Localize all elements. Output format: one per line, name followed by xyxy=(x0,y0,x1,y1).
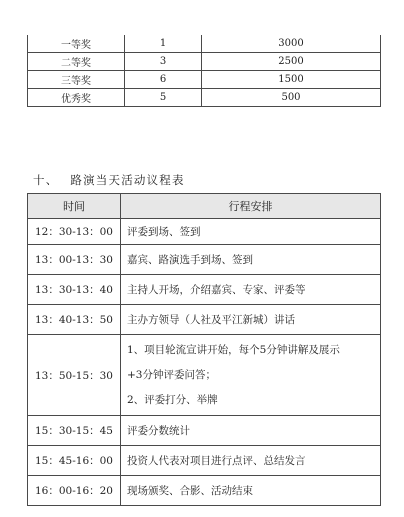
award-level: 优秀奖 xyxy=(28,89,125,107)
award-amount: 3000 xyxy=(202,35,381,53)
schedule-item-line: 1、项目轮流宣讲开始，每个5分钟讲解及展示 xyxy=(127,343,340,356)
schedule-item-line: 2、评委打分、举牌 xyxy=(127,393,218,406)
table-row xyxy=(28,476,381,506)
schedule-item: 主办方领导（人社及平江新城）讲话 xyxy=(121,305,381,335)
table-row xyxy=(28,219,381,245)
schedule-time: 13：00-13：30 xyxy=(28,245,121,275)
award-amount: 500 xyxy=(202,89,381,107)
schedule-item: 投资人代表对项目进行点评、总结发言 xyxy=(121,446,381,476)
schedule-item: 主持人开场，介绍嘉宾、专家、评委等 xyxy=(121,275,381,305)
table-row xyxy=(28,335,381,416)
award-level: 三等奖 xyxy=(28,71,125,89)
schedule-item: 现场颁奖、合影、活动结束 xyxy=(121,476,381,506)
schedule-time: 15：45-16：00 xyxy=(28,446,121,476)
schedule-time: 12：30-13：00 xyxy=(28,219,121,245)
award-level: 二等奖 xyxy=(28,53,125,71)
award-level: 一等奖 xyxy=(28,35,125,53)
award-count: 3 xyxy=(125,53,202,71)
award-count: 1 xyxy=(125,35,202,53)
schedule-time: 13：50-15：30 xyxy=(28,335,121,416)
table-row xyxy=(28,71,381,89)
schedule-item-line: +3分钟评委问答； xyxy=(127,368,216,381)
awards-table xyxy=(27,35,381,107)
section-title: 路演当天活动议程表 xyxy=(70,173,185,187)
schedule-item: 评委到场、签到 xyxy=(121,219,381,245)
section-number: 十、 xyxy=(33,173,59,187)
table-row xyxy=(28,245,381,275)
section-heading xyxy=(33,172,185,188)
schedule-item xyxy=(121,335,381,416)
schedule-time: 15：30-15：45 xyxy=(28,416,121,446)
table-header-row xyxy=(28,194,381,219)
table-row xyxy=(28,305,381,335)
award-amount: 1500 xyxy=(202,71,381,89)
header-time: 时间 xyxy=(28,194,121,219)
award-amount: 2500 xyxy=(202,53,381,71)
schedule-time: 13：40-13：50 xyxy=(28,305,121,335)
table-row xyxy=(28,446,381,476)
table-row xyxy=(28,89,381,107)
schedule-item: 嘉宾、路演选手到场、签到 xyxy=(121,245,381,275)
schedule-time: 16：00-16：20 xyxy=(28,476,121,506)
schedule-time: 13：30-13：40 xyxy=(28,275,121,305)
table-row xyxy=(28,275,381,305)
header-item: 行程安排 xyxy=(121,194,381,219)
table-row xyxy=(28,53,381,71)
table-row xyxy=(28,416,381,446)
schedule-item: 评委分数统计 xyxy=(121,416,381,446)
award-count: 6 xyxy=(125,71,202,89)
award-count: 5 xyxy=(125,89,202,107)
table-row xyxy=(28,35,381,53)
schedule-table xyxy=(27,193,381,506)
